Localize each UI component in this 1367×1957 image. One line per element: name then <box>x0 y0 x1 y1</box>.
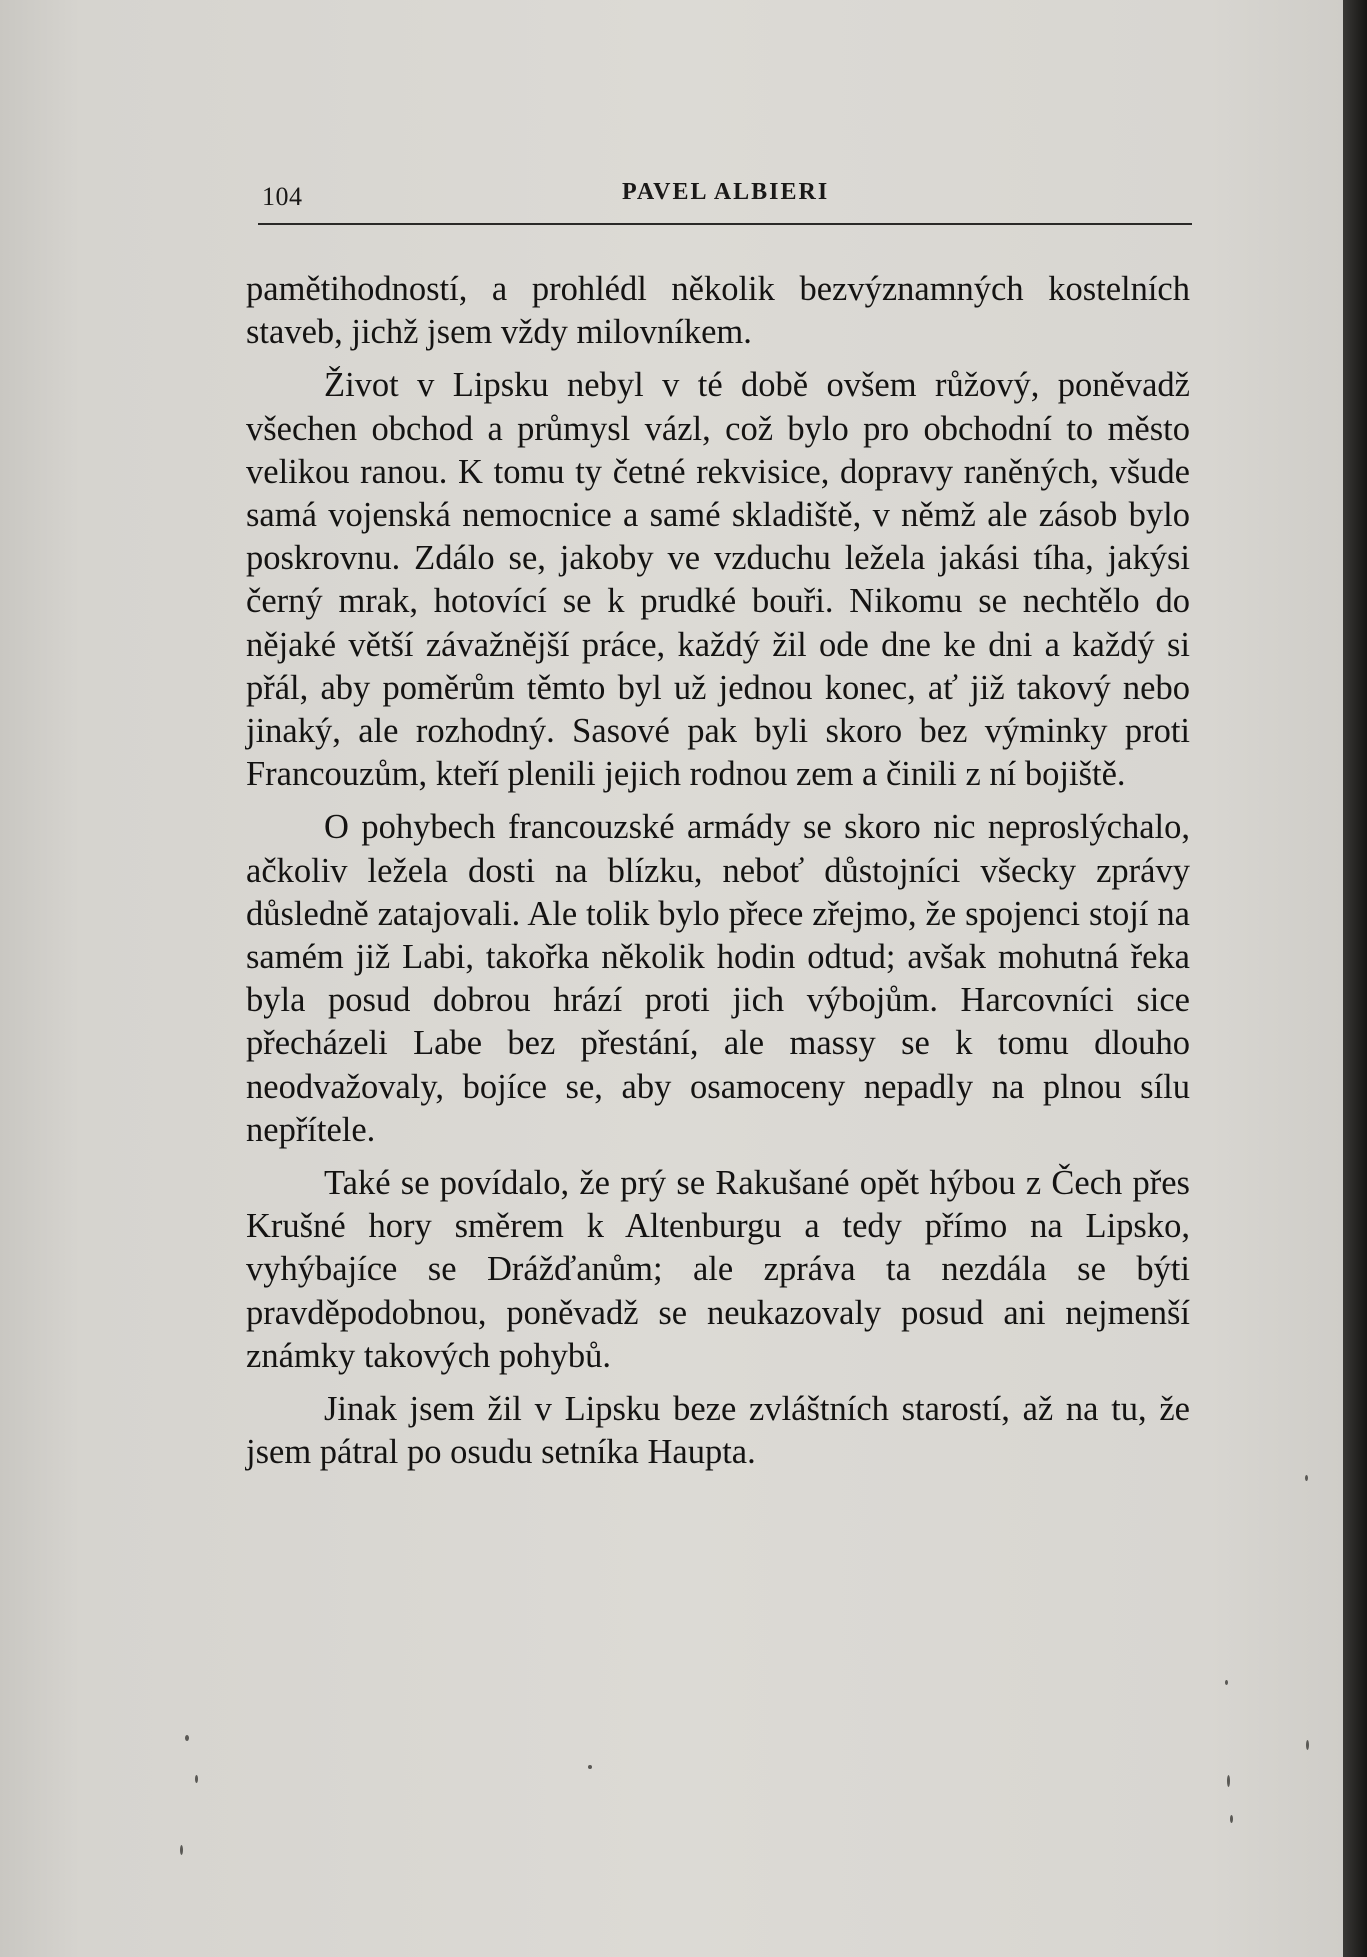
paragraph-3: O pohybech francouzské armády se skoro nic neproslýchalo, ačkoliv ležela dosti na blízku, neboť důstojníci všecky zprávy důsledně zatajovali. Ale tolik bylo přece zřejmo, že spojenci stojí na samém již Labi, takořka několik hodin odtud; avšak mohutná řeka byla posud dobrou hrází proti jich výbojům. Harcovníci sice přecházeli Labe bez přestání, ale massy se k tomu dlouho neodvažovaly, bojíce se, aby osamoceny nepadly na plnou sílu nepřítele. <box>246 808 1190 1149</box>
paragraph-2: Život v Lipsku nebyl v té době ovšem růžový, poněvadž všechen obchod a průmysl vázl, což bylo pro obchodní to město velikou ranou. K tomu ty četné rekvisice, dopravy raněných, všude samá vojenská nemocnice a samé skladiště, v němž ale zásob bylo poskrovnu. Zdálo se, jakoby ve vzduchu ležela jakási tíha, jakýsi černý mrak, hotovící se k prudké bouři. Nikomu se nechtělo do nějaké větší závažnější práce, každý žil ode dne ke dni a každý si přál, aby poměrům těmto byl už jednou konec, ať již takový nebo jinaký, ale rozhodný. Sasové pak byli skoro bez výminky proti Francouzům, kteří plenili jejich rodnou zem a činili z ní bojiště. <box>246 366 1190 794</box>
scan-speck <box>1230 1815 1233 1823</box>
scan-speck <box>588 1765 592 1769</box>
page-number: 104 <box>262 182 303 211</box>
paragraph-1: pamětihodností, a prohlédl několik bezvýznamných kostelních staveb, jichž jsem vždy milovníkem. <box>246 270 1190 352</box>
scan-speck <box>1225 1680 1228 1685</box>
page-spine-edge <box>1343 0 1367 1957</box>
page-header <box>262 176 1192 220</box>
paragraph-5: Jinak jsem žil v Lipsku beze zvláštních starostí, až na tu, že jsem pátral po osudu setníka Haupta. <box>246 1390 1190 1472</box>
scan-speck <box>185 1735 189 1741</box>
running-title: PAVEL ALBIERI <box>622 179 830 205</box>
paragraph-4: Také se povídalo, že prý se Rakušané opět hýbou z Čech přes Krušné hory směrem k Altenburgu a tedy přímo na Lipsko, vyhýbajíce se Drážďanům; ale zpráva ta nezdála se býti pravděpodobnou, poněvadž se neukazovaly posud ani nejmenší známky takových pohybů. <box>246 1164 1190 1375</box>
scan-speck <box>195 1775 198 1783</box>
scan-speck <box>1305 1475 1308 1481</box>
body-text <box>246 268 1190 1484</box>
scan-speck <box>1306 1740 1309 1750</box>
header-rule <box>258 223 1192 225</box>
scan-speck <box>180 1845 183 1855</box>
scan-speck <box>1227 1775 1230 1787</box>
